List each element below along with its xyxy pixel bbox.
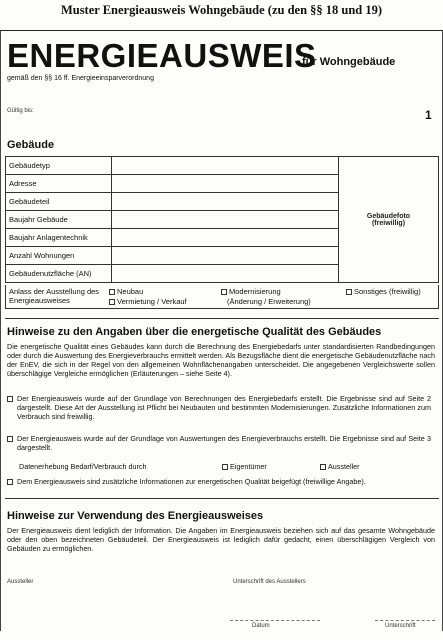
checkbox[interactable] (7, 479, 13, 485)
row-label: Baujahr Anlagentechnik (6, 229, 112, 247)
row-value[interactable] (112, 247, 339, 265)
row-value[interactable] (112, 211, 339, 229)
checkbox[interactable] (222, 464, 228, 470)
photo-optional-label: (freiwillig) (371, 219, 406, 227)
photo-label: Gebäudefoto (366, 212, 411, 220)
data-collection-label: Datenerhebung Bedarf/Verbrauch durch (19, 462, 147, 471)
row-label: Baujahr Gebäude (6, 211, 112, 229)
issue-reason-row (5, 285, 439, 309)
option-rent-sale[interactable] (109, 297, 187, 306)
option-owner[interactable] (222, 462, 267, 471)
divider (5, 498, 439, 499)
option-modernisation[interactable] (221, 287, 281, 296)
option-label: Neubau (117, 287, 144, 296)
row-value[interactable] (112, 175, 339, 193)
issue-reason-label: Anlass der Ausstellung des Energieausweises (9, 287, 100, 305)
building-heading: Gebäude (7, 139, 55, 151)
checkbox[interactable] (7, 436, 13, 442)
date-label: Datum (252, 623, 270, 629)
main-title: ENERGIEAUSWEIS (7, 37, 317, 74)
signature-line[interactable] (375, 620, 435, 621)
usage-text: Der Energieausweis dient lediglich der Information. Die Angaben im Energieausweis beziehen sich auf das gesamte Wohngebäude oder den oben bezeichneten Gebäudeteil. Der Energieausweis ist lediglich dafür gedacht, einen überschlägigen Vergleich von Gebäuden zu ermöglichen. (7, 526, 435, 553)
row-label: Gebäudeteil (6, 193, 112, 211)
row-value[interactable] (112, 193, 339, 211)
building-table (5, 156, 439, 283)
usage-heading: Hinweise zur Verwendung des Energieausweises (7, 510, 264, 522)
option-other[interactable] (346, 287, 421, 296)
row-label: Gebäudenutzfläche (AN) (6, 265, 112, 283)
option-modernisation-note: (Änderung / Erweiterung) (227, 297, 311, 306)
checkbox-consumption-text: Der Energieausweis wurde auf der Grundlage von Auswertungen des Energieverbrauchs erstellt. Die Ergebnisse sind auf Seite 3 dargestellt. (17, 434, 431, 452)
option-label: Vermietung / Verkauf (117, 297, 187, 306)
issuer-label: Aussteller (7, 579, 34, 585)
checkbox-demand[interactable] (7, 394, 435, 421)
checkbox-additional-info[interactable] (7, 477, 435, 486)
divider (5, 318, 439, 319)
option-new-build[interactable] (109, 287, 143, 296)
hints-intro: Die energetische Qualität eines Gebäudes kann durch die Berechnung des Energiebedarfs unter standardisierten Randbedingungen oder durch die Auswertung des Energieverbrauchs ermittelt werden. Als Bezugsfläche dient die energetische Gebäudenutzfläche nach der EnEV, die sich in der Regel von den allgemeinen Wohnflächenangaben unterscheidet. Die angegebenen Vergleichswerte sollen überschlägige Vergleiche ermöglichen (Erläuterungen – siehe Seite 4). (7, 342, 435, 378)
checkbox-demand-text: Der Energieausweis wurde auf der Grundlage von Berechnungen des Energiebedarfs erstellt. Die Ergebnisse sind auf Seite 2 dargestellt. Diese Art der Ausstellung ist Pflicht bei Neubauten und bestimmten Modernisierungen. Zusätzliche Informationen zum Verbrauch sind freiwillig. (17, 394, 431, 421)
option-label: Modernisierung (229, 287, 281, 296)
page-number: 1 (425, 108, 432, 122)
option-label: Eigentümer (230, 462, 267, 471)
hints-heading: Hinweise zu den Angaben über die energetische Qualität des Gebäudes (7, 326, 382, 338)
option-label: Aussteller (328, 462, 360, 471)
row-value[interactable] (112, 265, 339, 283)
row-label: Adresse (6, 175, 112, 193)
legal-reference: gemäß den §§ 16 ff. Energieeinsparverordnung (7, 75, 154, 82)
row-label: Anzahl Wohnungen (6, 247, 112, 265)
row-value[interactable] (112, 229, 339, 247)
document-title: Muster Energieausweis Wohngebäude (zu den §§ 18 und 19) (60, 3, 383, 17)
row-label: Gebäudetyp (6, 157, 112, 175)
option-issuer[interactable] (320, 462, 360, 471)
checkbox-additional-info-text: Dem Energieausweis sind zusätzliche Informationen zur energetischen Qualität beigefügt (freiwillige Angabe). (17, 477, 366, 486)
valid-until-label: Gültig bis: (7, 108, 34, 114)
date-line[interactable] (230, 620, 320, 621)
option-label: Sonstiges (freiwillig) (354, 287, 421, 296)
row-value[interactable] (112, 157, 339, 175)
issuer-signature-label: Unterschrift des Ausstellers (233, 579, 306, 585)
checkbox[interactable] (7, 396, 13, 402)
checkbox[interactable] (346, 289, 352, 295)
checkbox[interactable] (109, 289, 115, 295)
checkbox[interactable] (109, 299, 115, 305)
building-photo-box[interactable] (339, 157, 439, 283)
signature-label: Unterschrift (385, 623, 416, 629)
subtitle: für Wohngebäude (302, 56, 396, 68)
table-row (6, 157, 439, 175)
checkbox[interactable] (221, 289, 227, 295)
checkbox[interactable] (320, 464, 326, 470)
checkbox-consumption[interactable] (7, 434, 435, 452)
